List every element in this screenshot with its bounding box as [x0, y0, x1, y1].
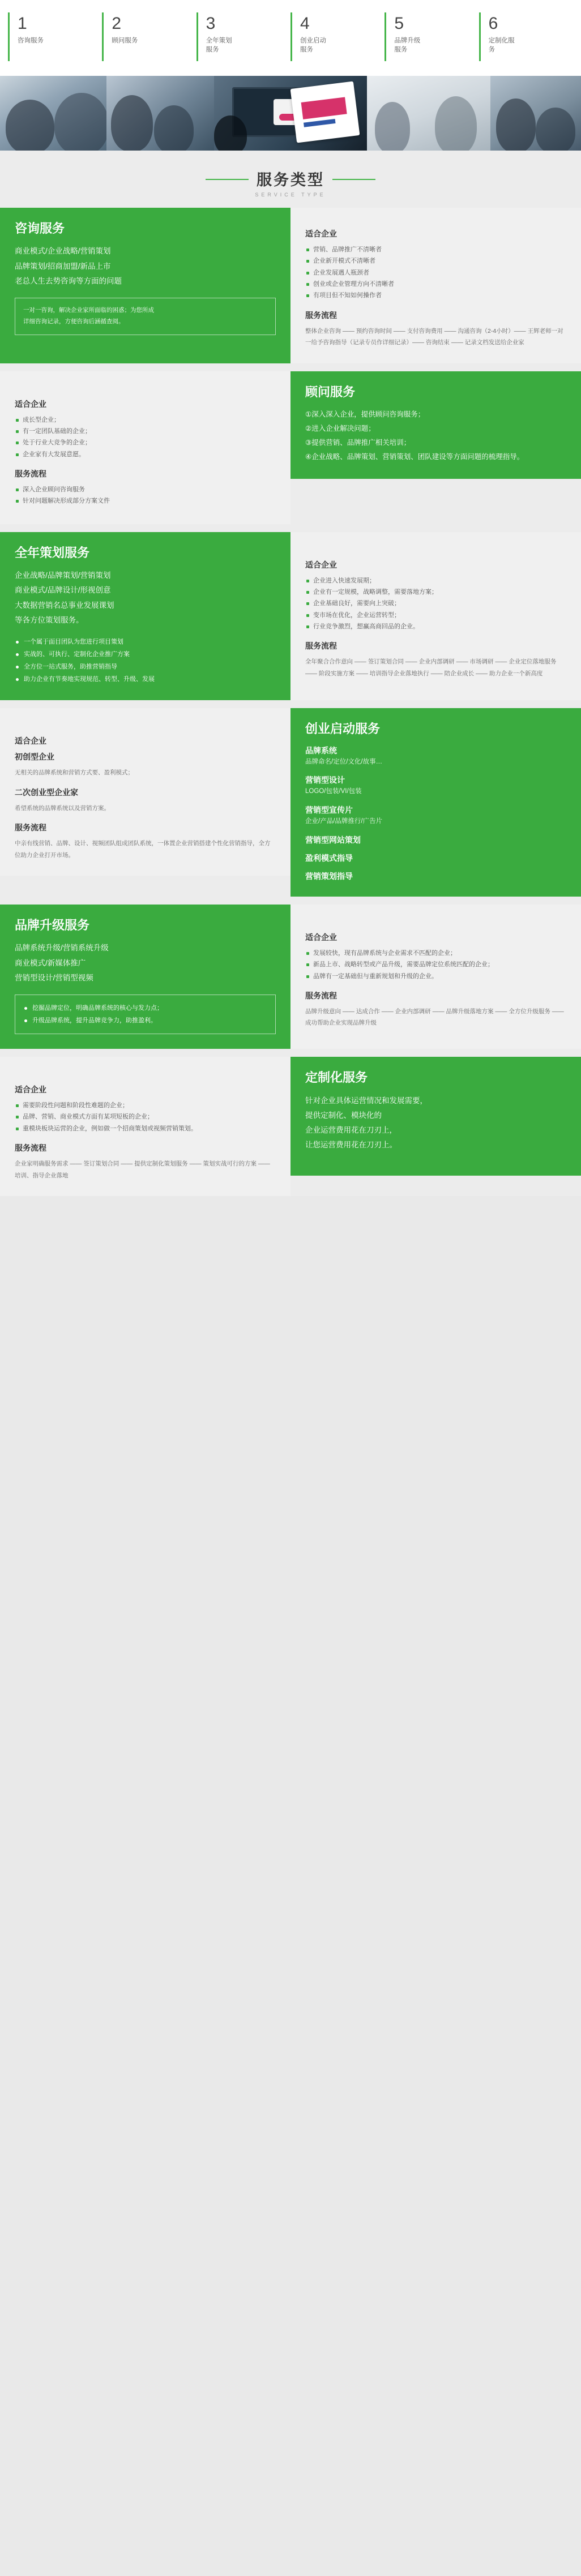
flow-label: 服务流程 — [305, 991, 337, 1000]
list-item: 助力企业有节奏地实现规范、转型、升级、发展 — [15, 673, 276, 685]
flow-label: 服务流程 — [15, 469, 46, 479]
custom-detail — [0, 1057, 290, 1196]
consult-note — [15, 298, 276, 335]
step-number: 6 — [488, 14, 498, 33]
list-item: 企业进入快速发展期； — [305, 575, 566, 586]
startup-detail — [0, 708, 290, 876]
block-annual — [0, 532, 581, 701]
annual-bullets — [15, 636, 276, 685]
block-advisor — [0, 371, 581, 524]
startup-sub-p-3: 企业/产品/品牌推行/广告片 — [305, 818, 383, 825]
list-item: ④企业战略、品牌策划、营销策划、团队建设等方面问题的梳理指导。 — [305, 453, 524, 461]
consult-main — [0, 208, 290, 363]
lead-line: 品牌策划/招商加盟/新品上市 — [15, 262, 111, 271]
page-subtitle: SERVICE TYPE — [255, 192, 326, 198]
list-item: 针对问题解决形成部分方案文件 — [15, 495, 276, 507]
step-label: 咨询服务 — [18, 37, 44, 44]
upgrade-main — [0, 905, 290, 1049]
list-item: 需要阶段性问题和阶段性难题的企业； — [15, 1100, 276, 1111]
step-number: 1 — [18, 14, 27, 33]
block-lead — [15, 941, 276, 985]
startup-sub-h-4: 营销型网站策划 — [305, 835, 361, 845]
lead-line: 商业模式/新媒体推广 — [15, 958, 86, 967]
fit-list — [305, 948, 566, 982]
custom-main — [290, 1057, 581, 1176]
consult-detail — [290, 208, 581, 363]
lead-line: 让您运营费用花在刀刃上。 — [305, 1141, 397, 1150]
fit-desc-2: 希望系统的品牌系统以及营销方案。 — [15, 804, 110, 812]
list-item: 挖掘品牌定位，明确品牌系统的核心与发力点； — [23, 1002, 267, 1014]
startup-sub-h-6: 营销策划指导 — [305, 871, 353, 881]
steps-strip — [0, 0, 581, 76]
list-item: 品牌、营销、商业模式方面有某项短板的企业； — [15, 1111, 276, 1122]
page-root — [0, 0, 581, 1196]
list-item: 创业或企业管理方向不清晰者 — [305, 278, 566, 290]
step-item-4 — [290, 12, 385, 61]
block-startup — [0, 708, 581, 896]
list-item: 全方位一站式服务，助推营销指导 — [15, 661, 276, 673]
list-item: 成长型企业； — [15, 414, 276, 426]
photo-presentation — [214, 76, 367, 151]
step-number: 2 — [112, 14, 122, 33]
flow-label: 服务流程 — [15, 823, 46, 833]
flow-text: 全年聚合合作意向 —— 签订策划合同 —— 企业内部调研 —— 市场调研 —— 企业定位落地服务 —— 阶段实施方案 —— 培训指导企业落地执行 —— 陪企业成长 —— 助力企业一个新高度 — [305, 658, 557, 677]
step-label: 顾问服务 — [112, 37, 138, 44]
step-label: 定制化服务 — [488, 37, 515, 54]
upgrade-bullets — [23, 1002, 267, 1027]
block-title: 顾问服务 — [305, 384, 356, 399]
block-lead — [305, 1094, 566, 1153]
list-item: 有项目但不知如何操作者 — [305, 290, 566, 301]
startup-sub-h-5: 盈利模式指导 — [305, 853, 353, 863]
flow-text: 中亲有线营销、品牌、设计、视频团队组成团队系统，一体置企业营销搭建个性化营销指导，全方位助力企业打开市场。 — [15, 840, 271, 859]
flow-text: 品牌升级意向 —— 达成合作 —— 企业内部调研 —— 品牌升级落地方案 —— 全方位升级服务 —— 成功帮助企业实现品牌升级 — [305, 1008, 564, 1027]
fit-subtitle-2: 二次创业型企业家 — [15, 787, 78, 797]
fit-label: 适合企业 — [305, 560, 337, 569]
step-number: 4 — [300, 14, 310, 33]
flow-text: 整体企业咨询 —— 预约咨询时间 —— 支付咨询费用 —— 沟通咨询（2-4小时）—— 王辉老师一对一给予咨询指导（记录专员作详细记录）—— 咨询结束 —— 记录文档发送给企业家 — [305, 327, 563, 346]
list-item: 企业家有大发展意愿。 — [15, 449, 276, 460]
fit-list — [305, 244, 566, 302]
flow-list — [15, 484, 276, 507]
list-item: 企业基础良好，需要向上突破； — [305, 598, 566, 609]
flow-label: 服务流程 — [305, 310, 337, 320]
annual-detail — [290, 532, 581, 701]
list-item: ①深入深入企业，提供顾问咨询服务； — [305, 410, 425, 419]
fit-label: 适合企业 — [305, 932, 337, 942]
list-item: 营销、品牌推广不清晰者 — [305, 244, 566, 255]
fit-label: 适合企业 — [305, 229, 337, 238]
lead-line: 企业运营费用花在刀刃上， — [305, 1126, 397, 1135]
startup-sub-h-3: 营销型宣传片 — [305, 805, 353, 815]
upgrade-note — [15, 995, 276, 1034]
page-title: 服务类型 — [202, 168, 379, 190]
annual-main — [0, 532, 290, 701]
block-title: 全年策划服务 — [15, 545, 90, 560]
step-item-1 — [8, 12, 102, 61]
card-graphic — [290, 82, 360, 143]
step-number: 5 — [394, 14, 404, 33]
block-title: 品牌升级服务 — [15, 918, 90, 932]
fit-label: 适合企业 — [15, 736, 46, 746]
photo-meeting — [106, 76, 214, 151]
lead-line: 等各方位策划服务。 — [15, 616, 84, 625]
step-item-3 — [196, 12, 290, 61]
photo-team — [490, 76, 581, 151]
advisor-main — [290, 371, 581, 479]
lead-line: 商业模式/品牌设计/形视创意 — [15, 586, 111, 595]
startup-sub-h-2: 营销型设计 — [305, 775, 345, 785]
fit-list — [15, 1100, 276, 1134]
list-item: 有一定团队基础的企业； — [15, 426, 276, 437]
block-custom — [0, 1057, 581, 1196]
lead-line: 大数据营销名总事业发展课划 — [15, 601, 114, 610]
fit-subtitle-1: 初创型企业 — [15, 752, 54, 762]
list-item: 处于行业大竞争的企业； — [15, 437, 276, 448]
startup-sub-p-2: LOGO/包装/VI/包装 — [305, 788, 362, 795]
startup-main — [290, 708, 581, 896]
advisor-points — [305, 408, 566, 464]
flow-label: 服务流程 — [15, 1143, 46, 1153]
lead-line: 老总人生去势咨询等方面的问题 — [15, 277, 122, 286]
list-item: 一个属于面目团队为您进行项目策划 — [15, 636, 276, 648]
fit-desc-1: 无相关的品牌系统和营销方式要、盈利模式； — [15, 769, 134, 777]
step-item-2 — [102, 12, 196, 61]
list-item: 品牌有一定基础但与重新规划和升级的企业。 — [305, 971, 566, 982]
list-item: 企业新开模式不清晰者 — [305, 255, 566, 267]
lead-line: 商业模式/企业战略/营销策划 — [15, 247, 111, 256]
list-item: 深入企业顾问咨询服务 — [15, 484, 276, 495]
upgrade-detail — [290, 905, 581, 1049]
note-line: 详细咨询记录，方便咨询后涵循查阅。 — [23, 318, 125, 325]
list-item: 企业有一定规模，战略调整，需要落地方案； — [305, 586, 566, 598]
list-item: 新品上市、战略转型或产品升级，需要品牌定位系统匹配的企业； — [305, 959, 566, 970]
block-consult — [0, 208, 581, 363]
lead-line: 针对企业具体运营情况和发展需要， — [305, 1096, 428, 1105]
step-number: 3 — [206, 14, 216, 33]
fit-list — [15, 414, 276, 460]
list-item: 行业竞争激烈，想赢高商回品的企业。 — [305, 621, 566, 632]
step-item-6 — [479, 12, 573, 61]
lead-line: 提供定制化、模块化的 — [305, 1111, 382, 1120]
list-item: 企业发展遇人瓶颈者 — [305, 267, 566, 278]
block-lead — [15, 244, 276, 289]
block-title: 咨询服务 — [15, 221, 65, 235]
advisor-detail — [0, 371, 290, 524]
section-heading — [0, 151, 581, 208]
list-item: 重模块板块运营的企业，例如做一个招商策划或视频营销策划。 — [15, 1123, 276, 1134]
lead-line: 营销型设计/营销型视频 — [15, 973, 93, 982]
block-upgrade — [0, 905, 581, 1049]
lead-line: 企业战略/品牌策划/营销策划 — [15, 571, 111, 580]
step-label: 全年策划服务 — [206, 37, 232, 54]
step-label: 品牌升级服务 — [394, 37, 421, 54]
block-lead — [15, 568, 276, 628]
list-item: 发展较快，现有品牌系统与企业需求不匹配的企业； — [305, 948, 566, 959]
flow-label: 服务流程 — [305, 641, 337, 651]
fit-label: 适合企业 — [15, 399, 46, 409]
photo-whiteboard — [367, 76, 490, 151]
flow-text: 企业家明确服务需求 —— 签订策划合同 —— 提供定制化策划服务 —— 策划实战可行的方案 —— 培训、指导企业落地 — [15, 1160, 270, 1179]
block-title: 创业启动服务 — [305, 722, 381, 736]
startup-sub-p-1: 品牌命名/定位/文化/故事… — [305, 758, 383, 765]
list-item: 变市场在优化，企业运营转型； — [305, 610, 566, 621]
list-item: 升级品牌系统，提升品牌竞争力，助推盈利。 — [23, 1014, 267, 1027]
photo-consult — [0, 76, 106, 151]
fit-label: 适合企业 — [15, 1085, 46, 1095]
fit-list — [305, 575, 566, 633]
step-item-5 — [385, 12, 479, 61]
block-title: 定制化服务 — [305, 1070, 368, 1085]
startup-sub-h-1: 品牌系统 — [305, 745, 337, 755]
photo-band — [0, 76, 581, 151]
list-item: ③提供营销、品牌推广相关培训； — [305, 439, 411, 447]
lead-line: 品牌系统升级/营销系统升级 — [15, 944, 109, 953]
note-line: 一对一咨询，解决企业家所面临的困惑；为您所成 — [23, 307, 154, 314]
step-label: 创业启动服务 — [300, 37, 326, 54]
list-item: ②进入企业解决问题； — [305, 425, 375, 433]
list-item: 实战的、可执行、定制化企业推广方案 — [15, 648, 276, 661]
